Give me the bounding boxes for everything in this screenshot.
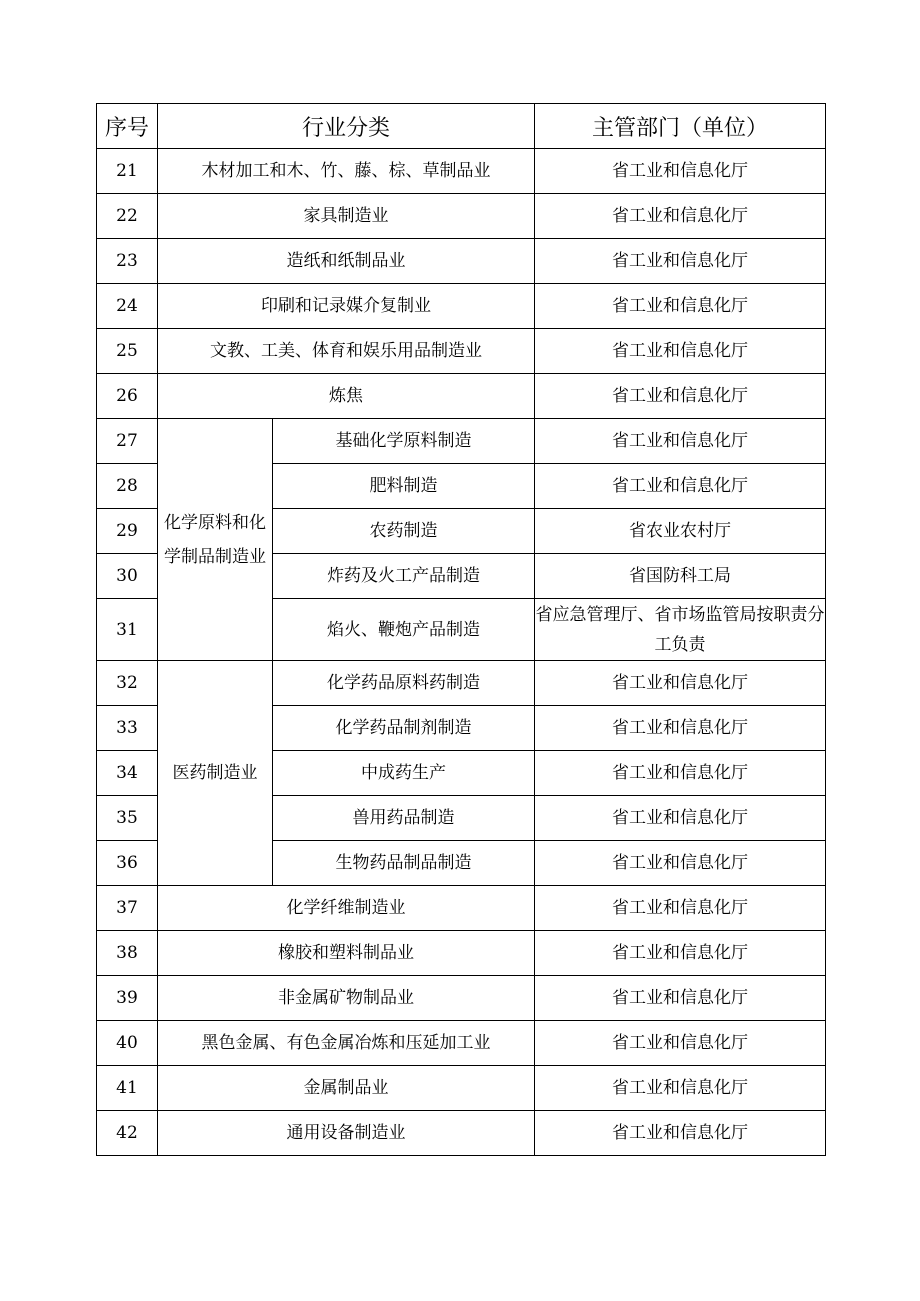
sub-industry-cell: 肥料制造 [273,464,535,509]
department-cell: 省工业和信息化厅 [535,841,826,886]
header-index: 序号 [97,104,158,149]
department-cell: 省工业和信息化厅 [535,1066,826,1111]
industry-cell: 化学纤维制造业 [158,886,535,931]
department-cell: 省工业和信息化厅 [535,706,826,751]
table-row [97,931,826,976]
table-header-row [97,104,826,149]
row-number: 31 [97,599,158,661]
industry-cell: 橡胶和塑料制品业 [158,931,535,976]
industry-cell: 木材加工和木、竹、藤、棕、草制品业 [158,149,535,194]
department-cell: 省工业和信息化厅 [535,419,826,464]
department-cell: 省工业和信息化厅 [535,796,826,841]
industry-cell: 印刷和记录媒介复制业 [158,284,535,329]
department-cell: 省工业和信息化厅 [535,464,826,509]
department-cell: 省工业和信息化厅 [535,1021,826,1066]
sub-industry-cell: 基础化学原料制造 [273,419,535,464]
row-number: 39 [97,976,158,1021]
table-row [97,194,826,239]
table-row [97,1021,826,1066]
department-cell: 省工业和信息化厅 [535,886,826,931]
row-number: 38 [97,931,158,976]
row-number: 28 [97,464,158,509]
industry-cell: 文教、工美、体育和娱乐用品制造业 [158,329,535,374]
industry-cell: 家具制造业 [158,194,535,239]
department-cell: 省工业和信息化厅 [535,374,826,419]
department-cell: 省工业和信息化厅 [535,149,826,194]
table-row [97,329,826,374]
sub-industry-cell: 兽用药品制造 [273,796,535,841]
row-number: 34 [97,751,158,796]
row-number: 33 [97,706,158,751]
group-pharma: 医药制造业 [158,661,273,886]
industry-cell: 造纸和纸制品业 [158,239,535,284]
table-row [97,284,826,329]
row-number: 42 [97,1111,158,1156]
department-cell: 省应急管理厅、省市场监管局按职责分工负责 [535,599,826,661]
row-number: 24 [97,284,158,329]
department-cell: 省工业和信息化厅 [535,1111,826,1156]
row-number: 26 [97,374,158,419]
table-row [97,239,826,284]
table-row [97,1066,826,1111]
department-cell: 省工业和信息化厅 [535,194,826,239]
department-cell: 省工业和信息化厅 [535,976,826,1021]
row-number: 36 [97,841,158,886]
row-number: 35 [97,796,158,841]
row-number: 29 [97,509,158,554]
sub-industry-cell: 炸药及火工产品制造 [273,554,535,599]
row-number: 21 [97,149,158,194]
row-number: 37 [97,886,158,931]
department-cell: 省工业和信息化厅 [535,661,826,706]
sub-industry-cell: 焰火、鞭炮产品制造 [273,599,535,661]
header-department: 主管部门（单位） [535,104,826,149]
department-cell: 省工业和信息化厅 [535,329,826,374]
department-cell: 省工业和信息化厅 [535,931,826,976]
department-cell: 省工业和信息化厅 [535,239,826,284]
header-industry: 行业分类 [158,104,535,149]
table-row [97,886,826,931]
row-number: 30 [97,554,158,599]
department-cell: 省国防科工局 [535,554,826,599]
industry-cell: 黑色金属、有色金属冶炼和压延加工业 [158,1021,535,1066]
row-number: 22 [97,194,158,239]
row-number: 27 [97,419,158,464]
table-row [97,374,826,419]
table-row [97,976,826,1021]
industry-cell: 炼焦 [158,374,535,419]
industry-cell: 通用设备制造业 [158,1111,535,1156]
sub-industry-cell: 化学药品制剂制造 [273,706,535,751]
sub-industry-cell: 中成药生产 [273,751,535,796]
industry-cell: 非金属矿物制品业 [158,976,535,1021]
table-row [97,419,826,464]
industry-cell: 金属制品业 [158,1066,535,1111]
row-number: 41 [97,1066,158,1111]
department-cell: 省工业和信息化厅 [535,751,826,796]
row-number: 32 [97,661,158,706]
row-number: 40 [97,1021,158,1066]
table-row [97,1111,826,1156]
group-chemical: 化学原料和化学制品制造业 [158,419,273,661]
table-row [97,149,826,194]
row-number: 23 [97,239,158,284]
table-row [97,661,826,706]
sub-industry-cell: 化学药品原料药制造 [273,661,535,706]
department-cell: 省农业农村厅 [535,509,826,554]
department-cell: 省工业和信息化厅 [535,284,826,329]
industry-department-table [96,103,826,1156]
row-number: 25 [97,329,158,374]
sub-industry-cell: 生物药品制品制造 [273,841,535,886]
sub-industry-cell: 农药制造 [273,509,535,554]
